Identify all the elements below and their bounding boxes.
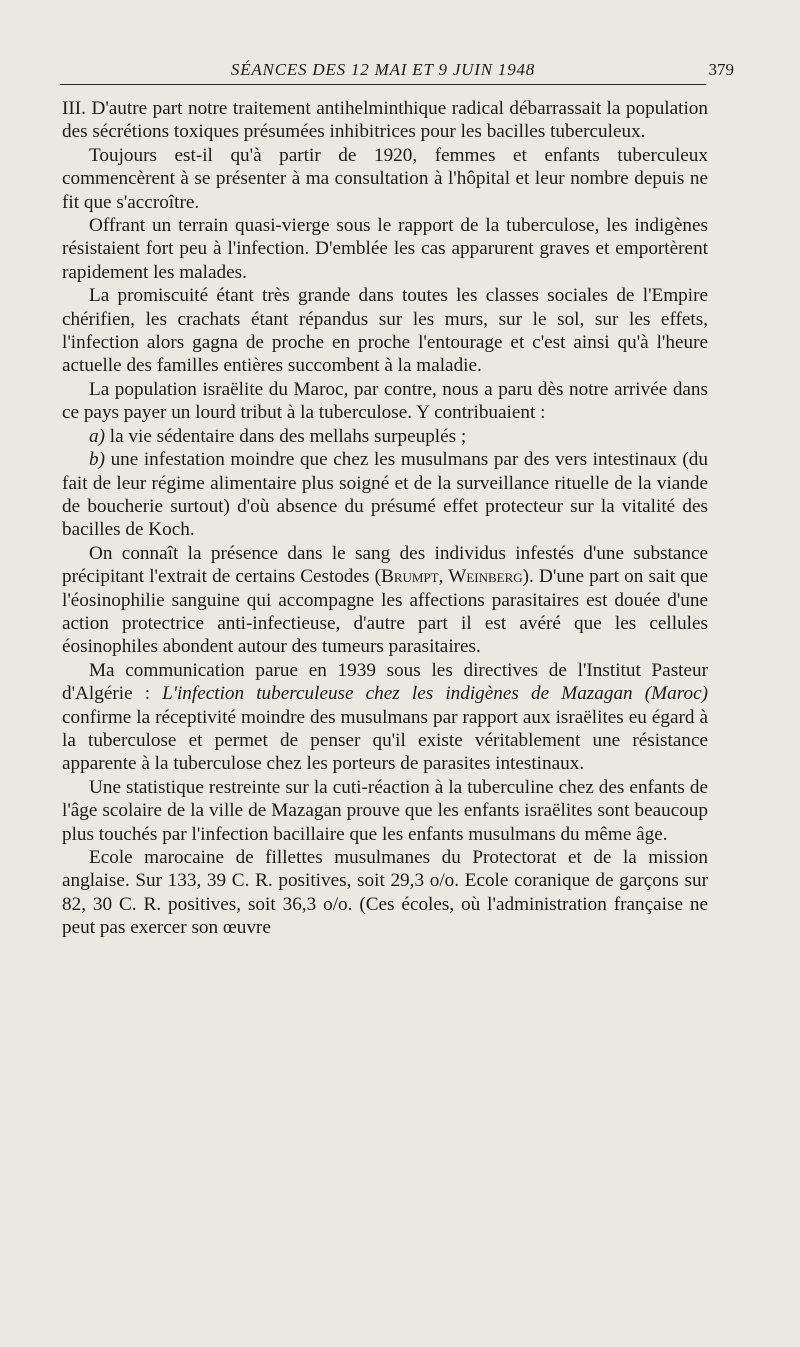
paragraph-communication	[62, 659, 708, 776]
list-marker-a: a)	[89, 425, 105, 447]
list-text-b: une infestation moindre que chez les musulmans par des vers intestinaux (du fait de leur régime alimentaire plus soigné et de la surveillance rituelle de la viande de boucherie surtout) d'où absence du présumé effet protecteur sur la vitalité des bacilles de Koch.	[62, 449, 708, 541]
paragraph-cestodes	[62, 542, 708, 659]
cited-authors: Brumpt, Weinberg	[381, 566, 523, 588]
running-head-title: SÉANCES DES 12 MAI ET 9 JUIN 1948	[230, 60, 536, 79]
communication-text-start: Ma communication parue en 1939 sous les directives de l'Institut Pasteur d'Algérie :	[62, 659, 708, 705]
paragraph-terrain: Offrant un terrain quasi-vierge sous le rapport de la tuberculose, les indigènes résistaient fort peu à l'infection. D'emblée les cas apparurent graves et emportèrent rapidement les malades.	[62, 215, 708, 283]
cestodes-text-start: On connaît la présence dans le sang des individus infestés d'une substance précipitant l'extrait de certains Cestodes (	[62, 542, 708, 588]
paragraph-schools: Ecole marocaine de fillettes musulmanes du Protectorat et de la mission anglaise. Sur 133, 39 C. R. positives, soit 29,3 o/o. Ecole coranique de garçons sur 82, 30 C. R. positives, soit 36,3 o/o. (Ces écoles, où l'administration française ne peut pas exercer son œuvre	[62, 847, 708, 939]
list-item-b	[62, 448, 708, 542]
body-text	[62, 97, 708, 940]
paragraph-1920: Toujours est-il qu'à partir de 1920, femmes et enfants tuberculeux commencèrent à se présenter à ma consultation à l'hôpital et leur nombre depuis ne fit que s'accroître.	[62, 144, 708, 213]
paragraph-promiscuity: La promiscuité étant très grande dans toutes les classes sociales de l'Empire chérifien, les crachats étant répandus sur les murs, sur le sol, sur les effets, l'infection alors gagna de proche en proche l'entourage et c'est ainsi qu'à l'heure actuelle des familles entières succombent à la maladie.	[62, 285, 708, 377]
paragraph-israelite-population: La population israëlite du Maroc, par contre, nous a paru dès notre arrivée dans ce pays payer un lourd tribut à la tuberculose. Y contribuaient :	[62, 378, 708, 424]
cestodes-text-end: ). D'une part on sait que l'éosinophilie sanguine qui accompagne les affections parasitaires est douée d'une action protectrice anti-infectieuse, d'autre part il est avéré que les cellules éosinophiles abondent autour des tumeurs parasitaires.	[62, 566, 708, 658]
paragraph-anthelmintic: III. D'autre part notre traitement antihelminthique radical débarrassait la population des sécrétions toxiques présumées inhibitrices pour les bacilles tuberculeux.	[62, 98, 708, 143]
list-item-a	[62, 425, 708, 448]
list-marker-b: b)	[89, 449, 105, 471]
page-number: 379	[708, 60, 734, 79]
list-text-a: la vie sédentaire dans des mellahs surpeuplés ;	[104, 425, 467, 447]
running-head	[60, 58, 734, 85]
communication-title: L'infection tuberculeuse chez les indigènes de Mazagan (Maroc)	[162, 683, 708, 705]
communication-text-end: confirme la réceptivité moindre des musulmans par rapport aux israëlites eu égard à la tuberculose et permet de penser qu'il existe véritablement une résistance apparente à la tuberculose chez les porteurs de parasites intestinaux.	[62, 706, 708, 775]
paragraph-statistics: Une statistique restreinte sur la cuti-réaction à la tuberculine chez des enfants de l'âge scolaire de la ville de Mazagan prouve que les enfants israëlites sont beaucoup plus touchés par l'infection bacillaire que les enfants musulmans du même âge.	[62, 776, 708, 845]
